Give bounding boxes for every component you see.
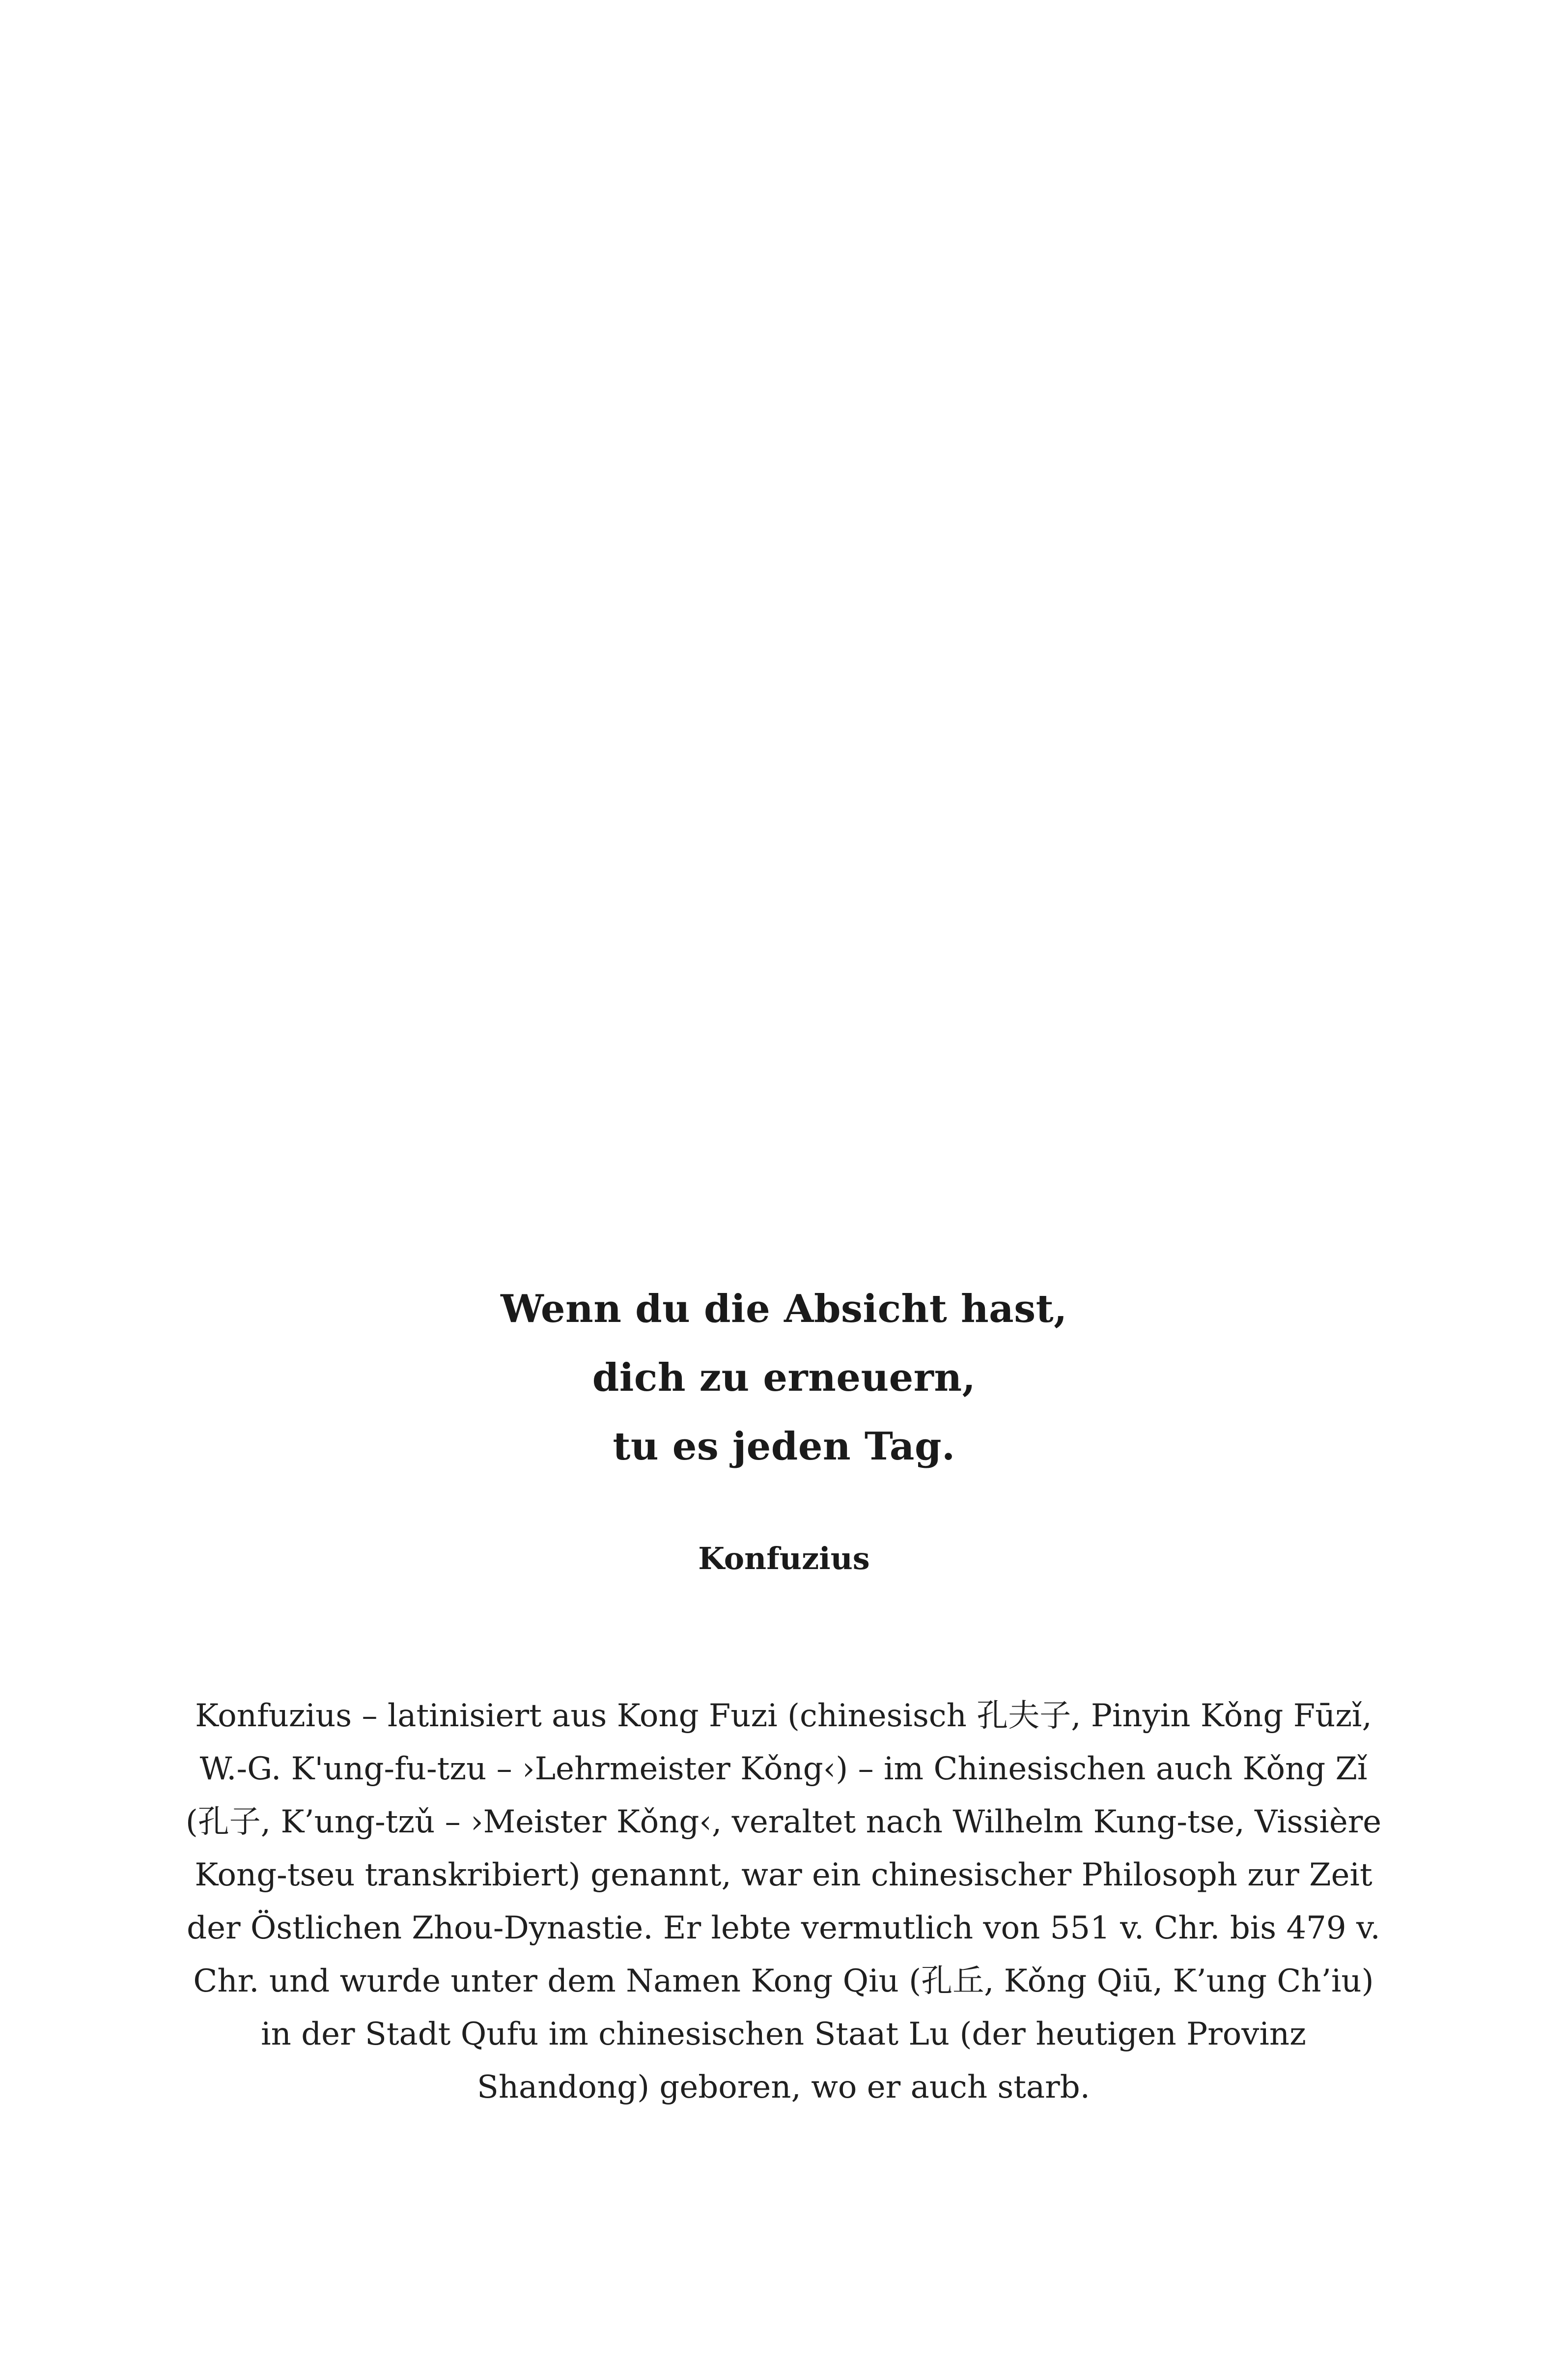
quote-line: tu es jeden Tag.	[613, 1424, 955, 1469]
author-biography: Konfuzius – latinisiert aus Kong Fuzi (chinesisch 孔夫子, Pinyin Kǒng Fūzǐ, W.-G. K'ung-fu-tzu – ›Lehrmeister Kǒng‹) – im Chinesischen auch Kǒng Zǐ (孔子, K’ung-tzǔ – ›Meister Kǒng‹, veraltet nach Wilhelm Kung-tse, Vissière Kong-tseu transkribiert) genannt, war ein chinesischer Philosoph zur Zeit der Östlichen Zhou-Dynastie. Er lebte vermutlich von 551 v. Chr. bis 479 v. Chr. und wurde unter dem Namen Kong Qiu (孔丘, Kǒng Qiū, K’ung Ch’iu) in der Stadt Qufu im chinesischen Staat Lu (der heutigen Provinz Shandong) geboren, wo er auch starb.	[185, 1698, 1382, 2105]
quote-block	[0, 1275, 1568, 1481]
quote-author: Konfuzius	[698, 1541, 870, 1576]
quote-line: Wenn du die Absicht hast,	[501, 1287, 1067, 1331]
quote-line: dich zu erneuern,	[592, 1355, 976, 1400]
